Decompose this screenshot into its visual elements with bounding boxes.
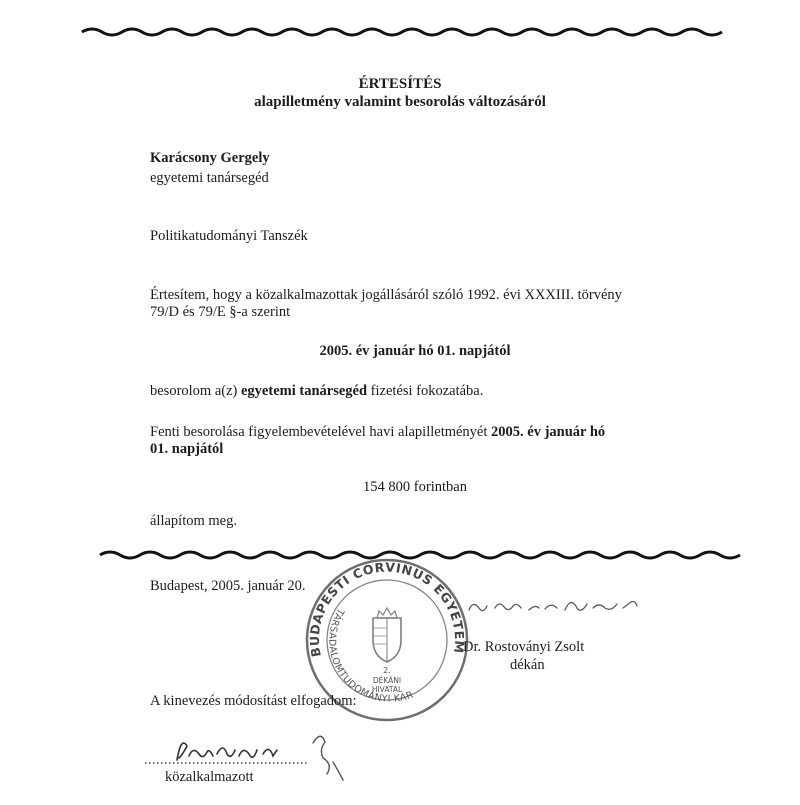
stamp-inner-text: TÁRSADALOMTUDOMÁNYI KAR (326, 606, 416, 705)
place-and-date: Budapest, 2005. január 20. (150, 578, 306, 594)
acceptance-statement: A kinevezés módosítást elfogadom: (150, 693, 357, 709)
stamp-center-line-2: HIVATAL (371, 685, 403, 694)
classification-suffix: fizetési fokozatába. (370, 383, 484, 399)
department: Politikatudományi Tanszék (150, 228, 308, 244)
recipient-name: Karácsony Gergely (150, 150, 270, 166)
signatory-title: dékán (510, 657, 545, 673)
salary-date-part-2: 01. napjától (150, 441, 224, 457)
salary-amount: 154 800 forintban (363, 479, 467, 495)
effective-date: 2005. év január hó 01. napjától (319, 343, 511, 359)
employee-label: közalkalmazott (165, 769, 254, 785)
coat-of-arms-icon (373, 608, 401, 662)
paragraph-1-line-1: Értesítem, hogy a közalkalmazottak jogállásáról szóló 1992. évi XXXIII. törvény (150, 287, 622, 303)
document-title: ÉRTESÍTÉS (358, 76, 442, 92)
paragraph-1-line-2: 79/D és 79/E §-a szerint (150, 304, 291, 320)
stamp-center-line-1: DÉKÁNI (372, 676, 402, 685)
classification-sentence (150, 383, 483, 400)
salary-sentence-line-1 (150, 424, 605, 441)
top-wavy-divider (0, 22, 800, 42)
signatory-name: Dr. Rostoványi Zsolt (463, 639, 585, 655)
recipient-position: egyetemi tanársegéd (150, 170, 269, 186)
classification-prefix: besorolom a(z) (150, 383, 238, 399)
document-subtitle: alapilletmény valamint besorolás változásáról (254, 94, 546, 110)
closing-line: állapítom meg. (150, 513, 237, 529)
salary-prefix: Fenti besorolása figyelembevételével havi alapilletményét (150, 424, 488, 440)
salary-date-part-1: 2005. év január hó (491, 424, 606, 440)
classification-position: egyetemi tanársegéd (241, 383, 368, 399)
stamp-outer-text: BUDAPESTI CORVINUS EGYETEM (306, 559, 468, 659)
stamp-number: 2. (383, 666, 391, 675)
dean-signature (465, 590, 645, 620)
